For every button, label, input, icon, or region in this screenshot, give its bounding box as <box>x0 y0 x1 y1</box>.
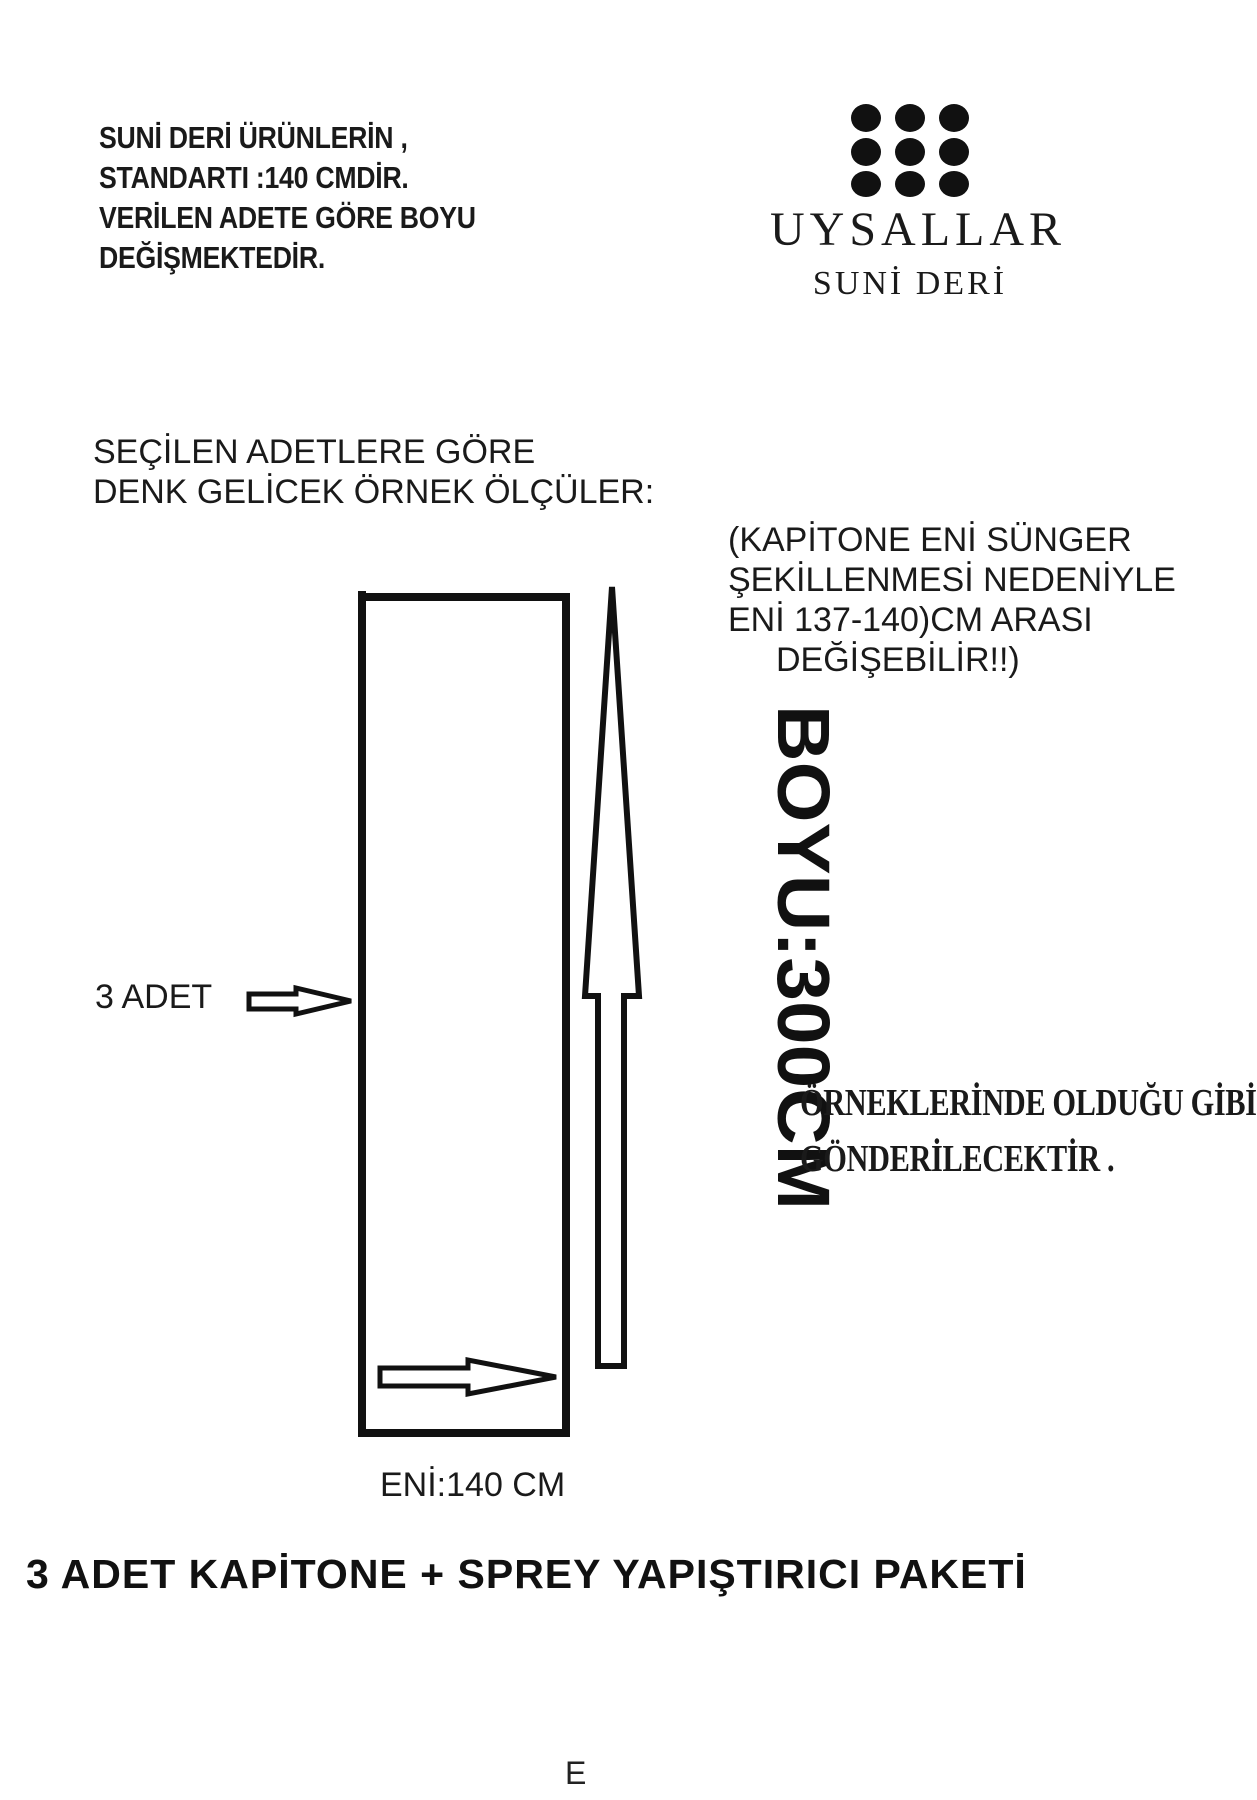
heading-line: DENK GELİCEK ÖRNEK ÖLÇÜLER: <box>93 473 655 511</box>
note-line: GÖNDERİLECEKTİR . <box>800 1138 1115 1180</box>
brand-name: UYSALLAR <box>770 203 1067 256</box>
footer-letter: E <box>565 1755 587 1791</box>
note-line: ŞEKİLLENMESİ NEDENİYLE <box>728 561 1176 599</box>
note-line: DEĞİŞMEKTEDİR. <box>99 240 325 275</box>
note-line: STANDARTI :140 CMDİR. <box>99 160 409 195</box>
note-line: ENİ 137-140)CM ARASI <box>728 601 1093 639</box>
note-line: DEĞİŞEBİLİR!!) <box>776 641 1020 679</box>
note-line: (KAPİTONE ENİ SÜNGER <box>728 521 1132 559</box>
samples-note <box>800 1075 1257 1187</box>
width-arrow <box>380 1360 556 1394</box>
note-line: VERİLEN ADETE GÖRE BOYU <box>99 200 476 235</box>
note-line: ÖRNEKLERİNDE OLDUĞU GİBİ <box>800 1082 1257 1124</box>
heading-line: SEÇİLEN ADETLERE GÖRE <box>93 433 536 471</box>
quantity-label: 3 ADET <box>95 978 213 1016</box>
note-line: SUNİ DERİ ÜRÜNLERİN , <box>99 120 408 155</box>
height-label: BOYU:300CM <box>762 705 845 1182</box>
package-title: 3 ADET KAPİTONE + SPREY YAPIŞTIRICI PAKETİ <box>26 1551 1027 1597</box>
width-label: ENİ:140 CM <box>380 1466 566 1504</box>
height-arrow <box>585 587 639 1366</box>
quantity-arrow <box>249 988 351 1014</box>
brand-subtitle: SUNİ DERİ <box>812 265 1008 302</box>
panel-outline <box>362 591 566 1433</box>
